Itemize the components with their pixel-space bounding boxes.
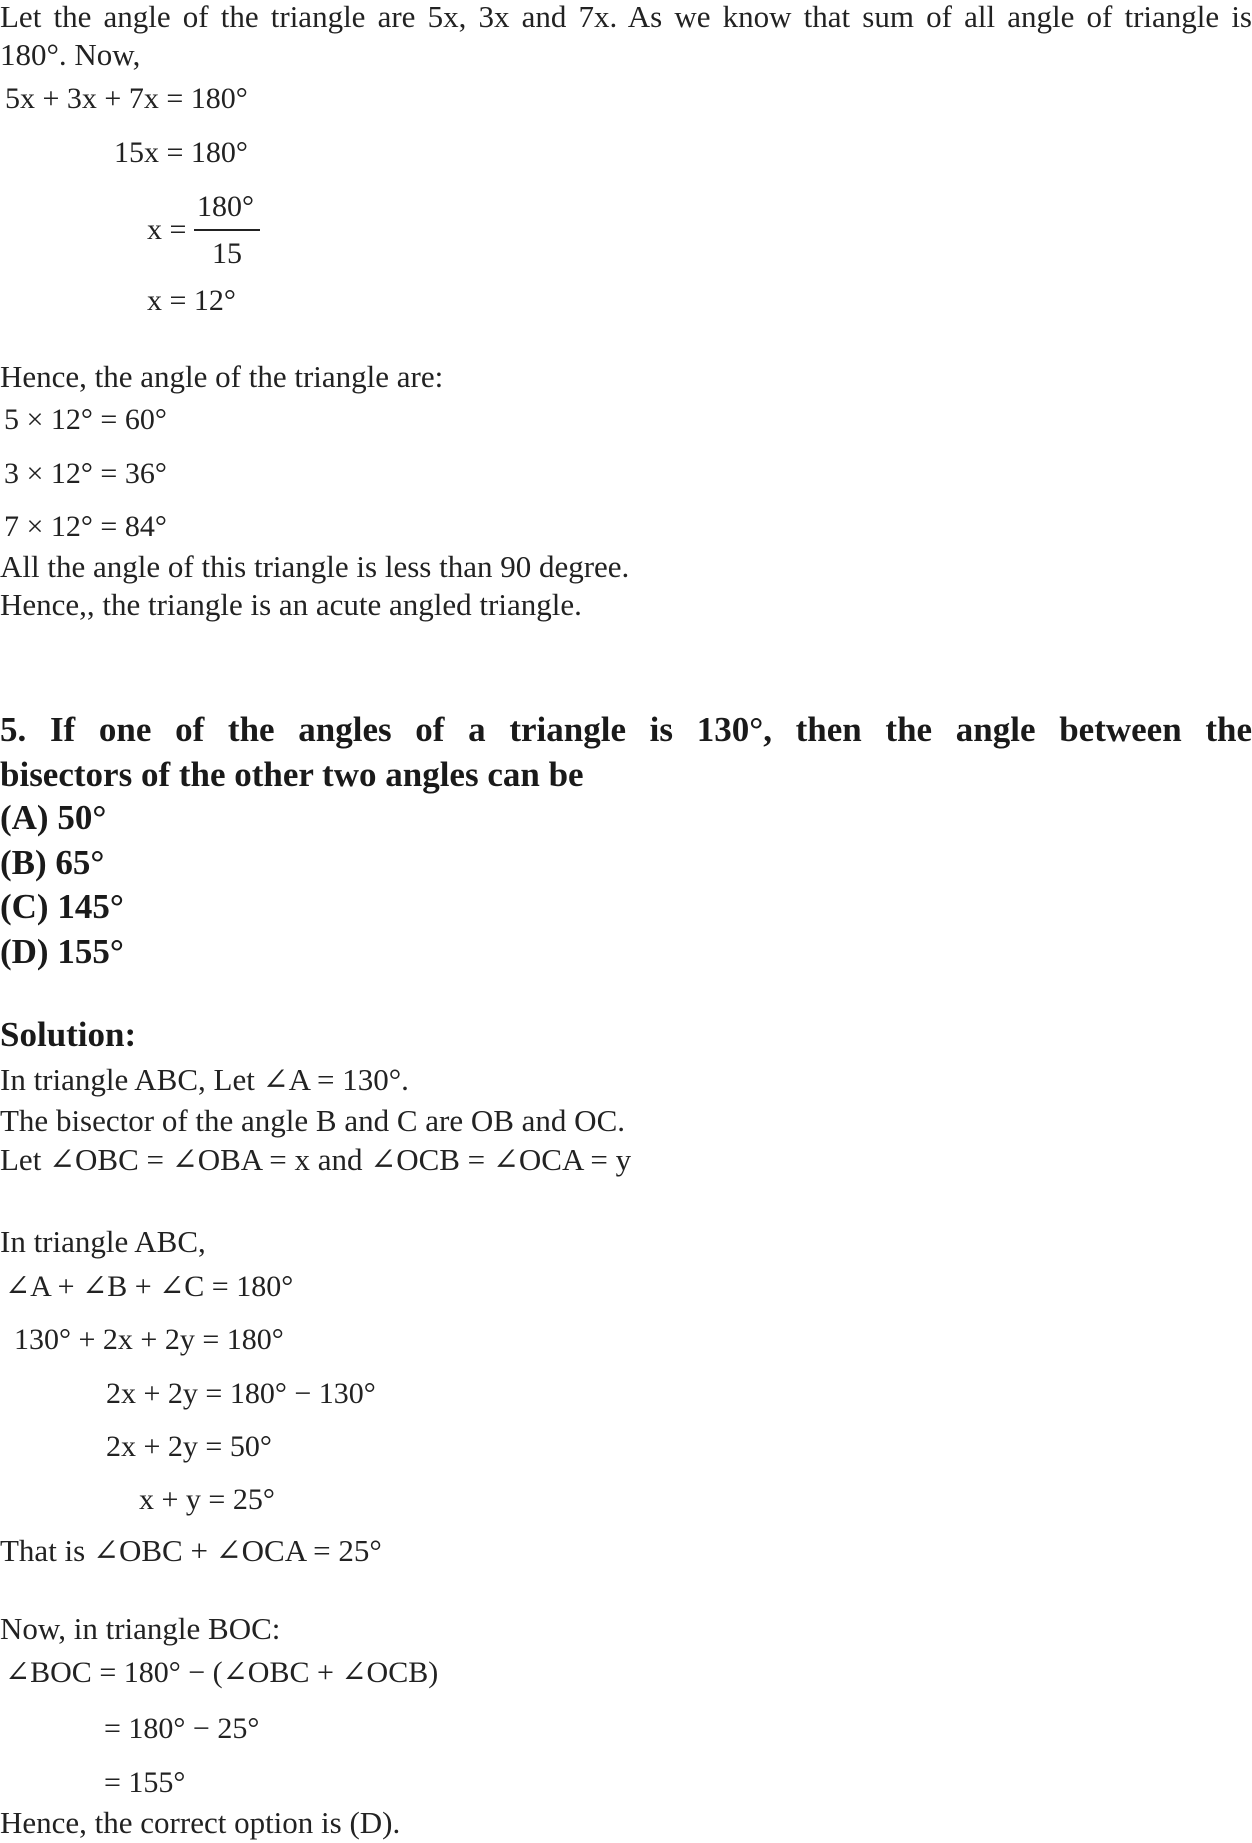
equation-sum: 5x + 3x + 7x = 180°: [5, 82, 248, 115]
option-d: (D) 155°: [0, 932, 124, 971]
equation-f2: = 180° − 25°: [104, 1712, 260, 1745]
angle-2: 3 × 12° = 36°: [4, 457, 167, 490]
solution-line-2: The bisector of the angle B and C are OB and OC.: [0, 1103, 625, 1138]
solution-line-4: In triangle ABC,: [0, 1224, 206, 1259]
equation-e3: 2x + 2y = 180° − 130°: [106, 1377, 376, 1410]
fraction-numerator: 180°: [197, 190, 254, 223]
equation-e2: 130° + 2x + 2y = 180°: [14, 1323, 284, 1356]
solution-line-6: Now, in triangle BOC:: [0, 1611, 281, 1646]
equation-x-value: x = 12°: [147, 284, 236, 317]
angle-3: 7 × 12° = 84°: [4, 510, 167, 543]
question-line-2: bisectors of the other two angles can be: [0, 755, 584, 794]
hence-angles: Hence, the angle of the triangle are:: [0, 359, 444, 394]
final-answer: Hence, the correct option is (D).: [0, 1805, 401, 1840]
fraction-bar: [194, 229, 260, 231]
note: All the angle of this triangle is less than 90 degree.: [0, 549, 630, 584]
option-c: (C) 145°: [0, 887, 124, 926]
solution-heading: Solution:: [0, 1015, 137, 1054]
angle-1: 5 × 12° = 60°: [4, 403, 167, 436]
equation-e4: 2x + 2y = 50°: [106, 1430, 272, 1463]
equation-e5: x + y = 25°: [139, 1483, 275, 1516]
intro-line-2: 180°. Now,: [0, 37, 141, 72]
intro-line-1: Let the angle of the triangle are 5x, 3x and 7x. As we know that sum of all angle of triangle is: [0, 0, 1252, 34]
equation-x-lhs: x =: [147, 213, 187, 246]
solution-line-3: Let ∠OBC = ∠OBA = x and ∠OCB = ∠OCA = y: [0, 1142, 632, 1177]
option-b: (B) 65°: [0, 843, 105, 882]
solution-line-5: That is ∠OBC + ∠OCA = 25°: [0, 1533, 382, 1568]
equation-f3: = 155°: [104, 1766, 186, 1799]
solution-line-1: In triangle ABC, Let ∠A = 130°.: [0, 1062, 409, 1097]
equation-f1: ∠BOC = 180° − (∠OBC + ∠OCB): [5, 1656, 439, 1689]
equation-15x: 15x = 180°: [114, 136, 248, 169]
option-a: (A) 50°: [0, 798, 107, 837]
conclusion: Hence,, the triangle is an acute angled triangle.: [0, 587, 582, 622]
equation-e1: ∠A + ∠B + ∠C = 180°: [5, 1270, 294, 1303]
question-line-1: 5. If one of the angles of a triangle is 130°, then the angle between the: [0, 710, 1252, 749]
fraction-denominator: 15: [212, 237, 242, 270]
